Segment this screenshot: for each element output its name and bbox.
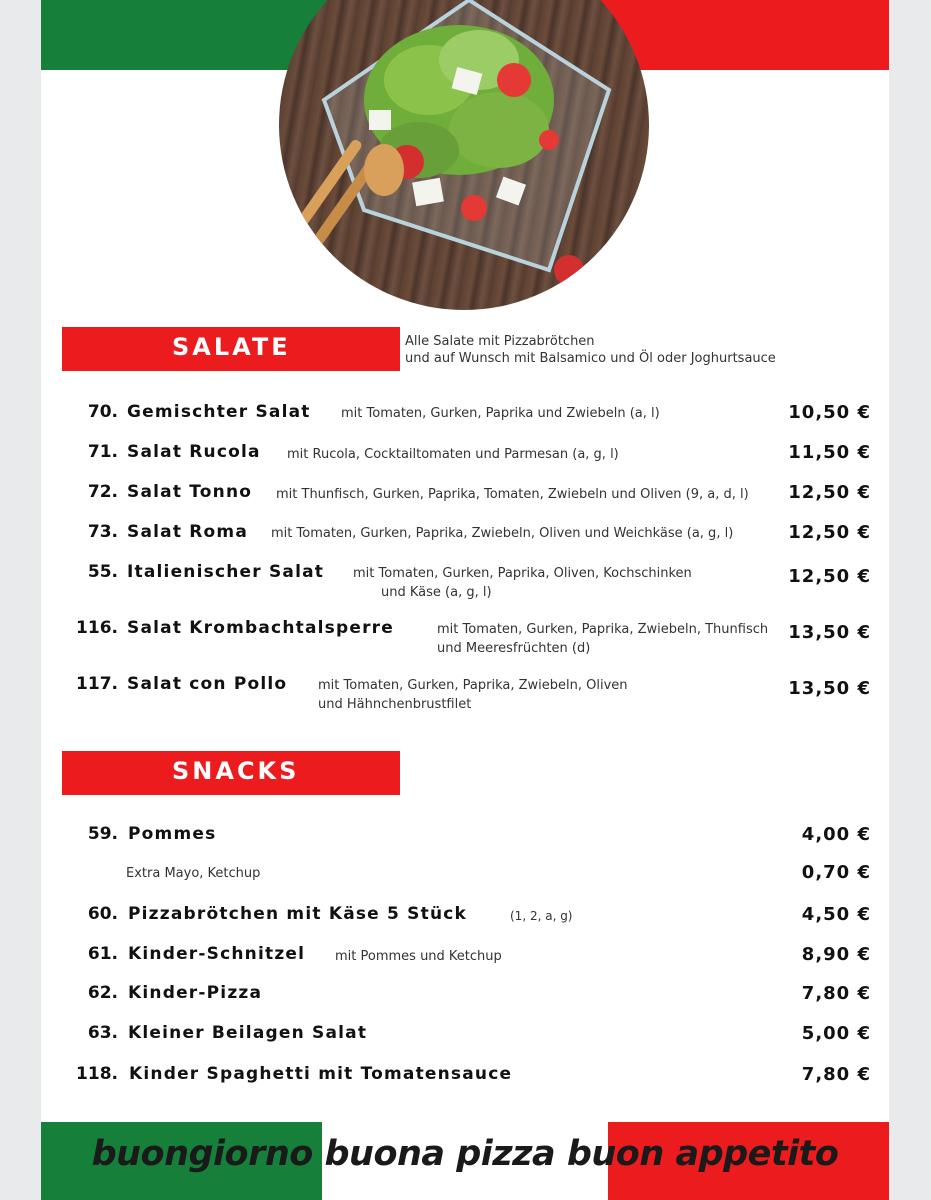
item-number: 117. xyxy=(76,674,118,694)
salate-note-line1: Alle Salate mit Pizzabrötchen xyxy=(405,334,595,349)
item-price: 4,50 € xyxy=(801,904,871,925)
item-description-line2: und Meeresfrüchten (d) xyxy=(437,641,591,656)
item-description: mit Pommes und Ketchup xyxy=(335,949,502,964)
item-name: Italienischer Salat xyxy=(127,562,325,582)
item-name: Salat Roma xyxy=(127,522,249,542)
item-name: Salat Krombachtalsperre xyxy=(127,618,394,638)
item-number: 62. xyxy=(87,983,118,1003)
item-price: 4,00 € xyxy=(801,824,871,845)
item-name: Gemischter Salat xyxy=(127,402,311,422)
item-price: 12,50 € xyxy=(788,482,871,503)
item-price: 12,50 € xyxy=(788,566,871,587)
item-description: mit Rucola, Cocktailtomaten und Parmesan (a, g, l) xyxy=(287,447,619,462)
item-description: (1, 2, a, g) xyxy=(510,909,573,923)
item-description: mit Tomaten, Gurken, Paprika, Zwiebeln, Oliven und Weichkäse (a, g, l) xyxy=(271,526,734,541)
menu-page xyxy=(41,0,889,1200)
item-name: Kinder Spaghetti mit Tomatensauce xyxy=(129,1064,513,1084)
item-price: 8,90 € xyxy=(801,944,871,965)
item-number: 72. xyxy=(87,482,118,502)
extra-price: 0,70 € xyxy=(801,862,871,883)
item-number: 63. xyxy=(87,1023,118,1043)
item-name: Kinder-Pizza xyxy=(128,983,263,1003)
salate-section-header xyxy=(62,327,400,371)
item-number: 71. xyxy=(87,442,118,462)
item-price: 5,00 € xyxy=(801,1023,871,1044)
snacks-section-header xyxy=(62,751,400,795)
item-name: Kleiner Beilagen Salat xyxy=(128,1023,368,1043)
item-description-line2: und Käse (a, g, l) xyxy=(381,585,492,600)
item-description: mit Tomaten, Gurken, Paprika, Zwiebeln, Oliven xyxy=(318,678,628,693)
salate-note xyxy=(405,333,776,367)
item-name: Kinder-Schnitzel xyxy=(128,944,306,964)
item-name: Salat con Pollo xyxy=(127,674,288,694)
item-description-line2: und Hähnchenbrustfilet xyxy=(318,697,472,712)
salate-title: SALATE xyxy=(172,333,291,361)
item-description: mit Tomaten, Gurken, Paprika, Zwiebeln, Thunfisch xyxy=(437,622,769,637)
snacks-title: SNACKS xyxy=(172,757,300,785)
item-name: Pommes xyxy=(128,824,217,844)
item-name: Salat Tonno xyxy=(127,482,253,502)
item-number: 59. xyxy=(87,824,118,844)
item-number: 73. xyxy=(87,522,118,542)
item-price: 13,50 € xyxy=(788,622,871,643)
item-price: 7,80 € xyxy=(801,1064,871,1085)
item-number: 61. xyxy=(87,944,118,964)
salate-note-line2: und auf Wunsch mit Balsamico und Öl oder Joghurtsauce xyxy=(405,351,776,366)
item-price: 7,80 € xyxy=(801,983,871,1004)
footer-banner xyxy=(41,1122,889,1200)
footer-slogan: buongiorno buona pizza buon appetito xyxy=(91,1134,839,1174)
item-price: 13,50 € xyxy=(788,678,871,699)
item-price: 12,50 € xyxy=(788,522,871,543)
item-number: 55. xyxy=(87,562,118,582)
salad-bowl-photo xyxy=(279,0,649,310)
item-number: 118. xyxy=(76,1064,118,1084)
item-name: Pizzabrötchen mit Käse 5 Stück xyxy=(128,904,468,924)
item-number: 60. xyxy=(87,904,118,924)
item-name: Salat Rucola xyxy=(127,442,261,462)
salad-photo-illustration xyxy=(279,0,649,310)
item-description: mit Tomaten, Gurken, Paprika, Oliven, Kochschinken xyxy=(353,566,692,581)
item-number: 70. xyxy=(87,402,118,422)
item-price: 11,50 € xyxy=(788,442,871,463)
item-price: 10,50 € xyxy=(788,402,871,423)
item-description: mit Tomaten, Gurken, Paprika und Zwiebeln (a, l) xyxy=(341,406,660,421)
extra-description: Extra Mayo, Ketchup xyxy=(126,866,261,881)
item-description: mit Thunfisch, Gurken, Paprika, Tomaten, Zwiebeln und Oliven (9, a, d, l) xyxy=(276,487,749,502)
item-number: 116. xyxy=(76,618,118,638)
